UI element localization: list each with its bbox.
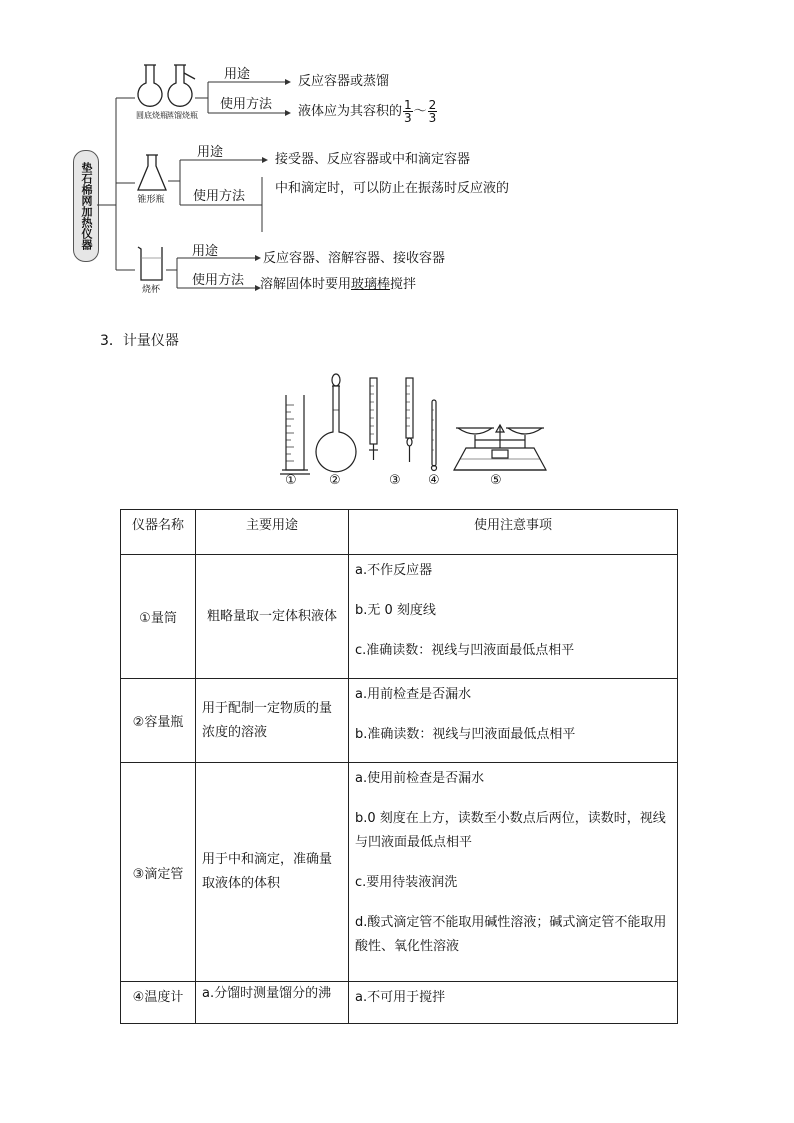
beaker-method-prefix: 溶解固体时要用 bbox=[260, 277, 352, 292]
fraction-one-third bbox=[403, 99, 413, 124]
beaker-label: 烧杯 bbox=[141, 285, 160, 295]
flask-method-text bbox=[298, 99, 438, 124]
table-row bbox=[121, 982, 678, 1024]
note-item: d.酸式滴定管不能取用碱性溶液；碱式滴定管不能取用酸性、氧化性溶液 bbox=[355, 915, 667, 954]
beaker-icon bbox=[136, 244, 166, 284]
table-row bbox=[121, 679, 678, 763]
row-notes bbox=[349, 763, 678, 982]
row-purpose: 用于配制一定物质的量浓度的溶液 bbox=[196, 679, 349, 763]
round-bottom-flask-icon bbox=[135, 63, 165, 113]
flask-method-branch-label: 使用方法 bbox=[220, 97, 273, 112]
fig-label-1: ① bbox=[285, 473, 297, 488]
row-notes bbox=[349, 679, 678, 763]
row-name: ③滴定管 bbox=[121, 763, 196, 982]
frac1-denominator: 3 bbox=[404, 111, 412, 125]
row-name: ①量筒 bbox=[121, 555, 196, 679]
frac1-numerator: 1 bbox=[404, 98, 412, 112]
table-header-row bbox=[121, 510, 678, 555]
erlenmeyer-use-text: 接受器、反应容器或中和滴定容器 bbox=[275, 152, 471, 167]
erlenmeyer-method-text: 中和滴定时，可以防止在振荡时反应液的 bbox=[275, 181, 510, 196]
side-label-text: 垫石棉网加热仪器 bbox=[80, 162, 93, 250]
fig-label-5: ⑤ bbox=[490, 473, 502, 488]
note-item: a.用前检查是否漏水 bbox=[355, 687, 472, 702]
header-name: 仪器名称 bbox=[121, 510, 196, 555]
note-item: a.不可用于搅拌 bbox=[355, 990, 446, 1005]
section-heading: 3．计量仪器 bbox=[100, 333, 179, 349]
table-row bbox=[121, 555, 678, 679]
beaker-method-text bbox=[260, 278, 416, 291]
distillation-flask-icon bbox=[165, 63, 197, 113]
erlenmeyer-flask-label: 锥形瓶 bbox=[137, 195, 165, 205]
flask-use-branch-label: 用途 bbox=[224, 67, 251, 82]
frac2-denominator: 3 bbox=[428, 111, 437, 125]
fig-label-2: ② bbox=[329, 473, 341, 488]
note-item: c.准确读数：视线与凹液面最低点相平 bbox=[355, 643, 575, 658]
note-item: a.不作反应器 bbox=[355, 563, 433, 578]
row-purpose: 用于中和滴定，准确量取液体的体积 bbox=[196, 763, 349, 982]
erlenmeyer-method-branch-label: 使用方法 bbox=[193, 189, 246, 204]
instrument-table bbox=[120, 509, 678, 1024]
beaker-method-branch-label: 使用方法 bbox=[192, 273, 245, 288]
note-item: c.要用待装液润洗 bbox=[355, 875, 458, 890]
flask-method-prefix: 液体应为其容积的 bbox=[298, 104, 403, 119]
note-item: b.0 刻度在上方，读数至小数点后两位，读数时，视线与凹液面最低点相平 bbox=[355, 811, 666, 850]
header-purpose: 主要用途 bbox=[196, 510, 349, 555]
erlenmeyer-flask-icon bbox=[135, 152, 169, 194]
table-row bbox=[121, 763, 678, 982]
beaker-method-suffix: 搅拌 bbox=[390, 277, 417, 292]
beaker-use-text: 反应容器、溶解容器、接收容器 bbox=[263, 251, 446, 266]
fraction-two-thirds bbox=[428, 99, 438, 124]
beaker-method-tool: 玻璃棒 bbox=[351, 277, 391, 292]
row-notes bbox=[349, 555, 678, 679]
round-bottom-flask-label: 圆底烧瓶 bbox=[136, 111, 168, 120]
row-notes bbox=[349, 982, 678, 1024]
note-item: b.无 0 刻度线 bbox=[355, 603, 436, 618]
flask-use-value: 反应容器或蒸馏 bbox=[298, 74, 390, 89]
note-item: a.使用前检查是否漏水 bbox=[355, 771, 485, 786]
row-purpose: 粗略量取一定体积液体 bbox=[196, 555, 349, 679]
row-name: ②容量瓶 bbox=[121, 679, 196, 763]
note-item: b.准确读数：视线与凹液面最低点相平 bbox=[355, 727, 576, 742]
fig-label-3: ③ bbox=[389, 473, 401, 488]
frac2-numerator: 2 bbox=[428, 98, 437, 112]
erlenmeyer-use-branch-label: 用途 bbox=[197, 145, 224, 160]
fig-label-4: ④ bbox=[428, 473, 440, 488]
header-notes: 使用注意事项 bbox=[349, 510, 678, 555]
flask-use-text bbox=[298, 75, 389, 88]
row-purpose: a.分馏时测量馏分的沸 bbox=[196, 982, 349, 1024]
distillation-flask-label: 蒸馏烧瓶 bbox=[166, 111, 198, 120]
tilde: ～ bbox=[413, 104, 427, 119]
row-name: ④温度计 bbox=[121, 982, 196, 1024]
beaker-use-branch-label: 用途 bbox=[192, 244, 219, 259]
measuring-instruments-figure bbox=[270, 370, 560, 490]
